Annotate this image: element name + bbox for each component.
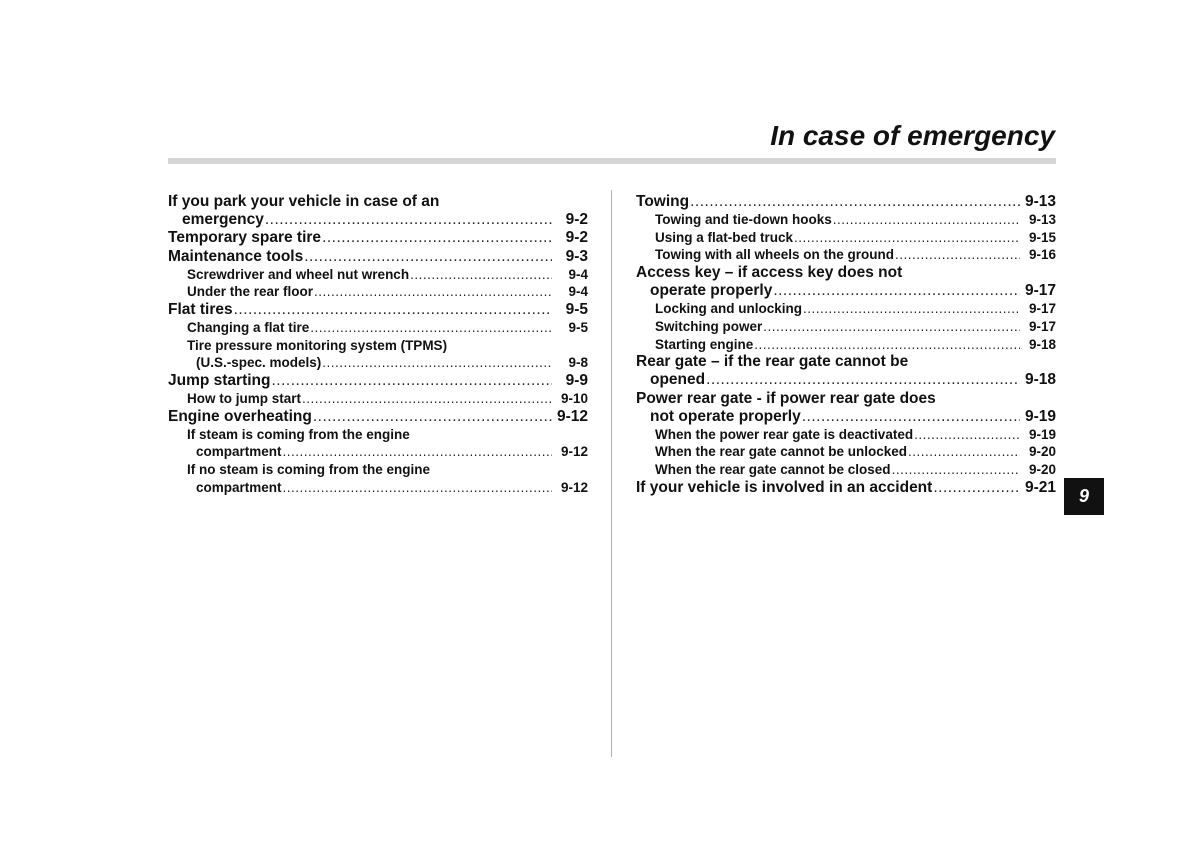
toc-entry-title: Switching power — [655, 318, 763, 334]
toc-entry[interactable] — [168, 337, 588, 372]
toc-entry[interactable] — [168, 461, 588, 496]
dot-leader — [283, 443, 552, 461]
toc-page-number: 9-15 — [1028, 229, 1056, 245]
toc-entry-title: Flat tires — [168, 300, 233, 318]
toc-entry[interactable] — [168, 408, 588, 426]
toc-entry-title: Changing a flat tire — [187, 320, 310, 336]
dot-leader — [313, 408, 552, 426]
dot-leader — [302, 390, 552, 408]
toc-entry-title: Locking and unlocking — [655, 301, 803, 317]
toc-entry[interactable] — [636, 461, 1056, 479]
toc-page-number: 9-18 — [1024, 371, 1056, 389]
toc-entry-title: Starting engine — [655, 336, 754, 352]
toc-entry[interactable] — [636, 390, 1056, 426]
toc-page-number: 9-20 — [1028, 462, 1056, 478]
toc-page-number: 9-18 — [1028, 336, 1056, 352]
toc-entry-title: Rear gate – if the rear gate cannot be — [636, 353, 909, 371]
column-divider — [611, 190, 612, 757]
toc-entry[interactable] — [636, 336, 1056, 354]
dot-leader — [322, 354, 552, 372]
toc-page-number: 9-17 — [1028, 301, 1056, 317]
dot-leader — [833, 211, 1020, 229]
toc-page-number: 9-2 — [565, 229, 588, 247]
dot-leader — [283, 479, 552, 497]
dot-leader — [914, 426, 1020, 444]
toc-entry[interactable] — [168, 426, 588, 461]
toc-entry-title: How to jump start — [187, 391, 301, 407]
toc-entry[interactable] — [168, 372, 588, 390]
toc-page-number: 9-12 — [556, 407, 588, 425]
dot-leader — [304, 248, 552, 266]
page-title: In case of emergency — [770, 120, 1055, 151]
toc-entry-title: When the rear gate cannot be unlocked — [655, 444, 908, 460]
toc-entry-title: Jump starting — [168, 371, 271, 389]
toc-entry-title: compartment — [196, 444, 282, 460]
toc-entry[interactable] — [168, 390, 588, 408]
toc-entry[interactable] — [636, 318, 1056, 336]
toc-entry[interactable] — [636, 229, 1056, 247]
title-rule — [168, 158, 1056, 164]
toc-entry[interactable] — [636, 479, 1056, 497]
toc-entry[interactable] — [636, 246, 1056, 264]
toc-page-number: 9-4 — [568, 266, 588, 282]
dot-leader — [802, 408, 1020, 426]
toc-entry-title: When the power rear gate is deactivated — [655, 426, 914, 442]
dot-leader — [706, 371, 1020, 389]
toc-entry-title: compartment — [196, 479, 282, 495]
toc-entry-title: Power rear gate - if power rear gate does — [636, 389, 936, 407]
toc-entry-title: If steam is coming from the engine — [187, 426, 410, 442]
toc-entry[interactable] — [636, 300, 1056, 318]
toc-page-number: 9-5 — [568, 320, 588, 336]
toc-page-number: 9-19 — [1028, 426, 1056, 442]
toc-page-number: 9-12 — [560, 479, 588, 495]
toc-page-number: 9-19 — [1024, 407, 1056, 425]
toc-entry-title: If no steam is coming from the engine — [187, 462, 431, 478]
dot-leader — [933, 479, 1020, 497]
toc-page-number: 9-16 — [1028, 247, 1056, 263]
dot-leader — [794, 229, 1020, 247]
chapter-tab[interactable]: 9 — [1064, 478, 1104, 515]
toc-entry-title: If your vehicle is involved in an accident — [636, 478, 933, 496]
toc-entry-title: If you park your vehicle in case of an — [168, 193, 440, 210]
toc-entry-title: emergency — [182, 211, 264, 229]
toc-page-number: 9-8 — [568, 355, 588, 371]
toc-page-number: 9-3 — [565, 247, 588, 265]
dot-leader — [410, 266, 552, 284]
toc-page-number: 9-17 — [1024, 282, 1056, 300]
toc-page-number: 9-10 — [560, 391, 588, 407]
toc-entry[interactable] — [636, 353, 1056, 389]
toc-entry-title: Towing — [636, 193, 690, 210]
dot-leader — [773, 282, 1020, 300]
toc-entry[interactable] — [636, 193, 1056, 211]
toc-entry-title: When the rear gate cannot be closed — [655, 462, 891, 478]
toc-entry-title: Screwdriver and wheel nut wrench — [187, 266, 410, 282]
toc-entry-title: not operate properly — [650, 407, 801, 425]
dot-leader — [234, 301, 552, 319]
toc-page-number: 9-17 — [1028, 318, 1056, 334]
toc-entry-title: (U.S.-spec. models) — [196, 355, 322, 371]
dot-leader — [908, 443, 1020, 461]
toc-page-number: 9-9 — [565, 371, 588, 389]
dot-leader — [271, 372, 552, 390]
toc-entry[interactable] — [168, 319, 588, 337]
dot-leader — [895, 246, 1020, 264]
dot-leader — [690, 193, 1020, 211]
dot-leader — [265, 211, 552, 229]
toc-entry-title: Tire pressure monitoring system (TPMS) — [187, 337, 448, 353]
toc-entry[interactable] — [168, 283, 588, 301]
toc-page-number: 9-21 — [1024, 478, 1056, 496]
toc-page-number: 9-5 — [565, 300, 588, 318]
toc-entry[interactable] — [168, 248, 588, 266]
toc-entry-title: Engine overheating — [168, 407, 312, 425]
dot-leader — [314, 283, 552, 301]
toc-entry[interactable] — [168, 229, 588, 247]
toc-entry-title: operate properly — [650, 282, 773, 300]
toc-entry-title: Temporary spare tire — [168, 229, 322, 247]
toc-entry[interactable] — [168, 301, 588, 319]
toc-entry-title: Maintenance tools — [168, 247, 304, 265]
toc-entry[interactable] — [168, 193, 588, 229]
dot-leader — [803, 300, 1020, 318]
dot-leader — [310, 319, 552, 337]
toc-column-right — [636, 193, 1056, 497]
toc-entry[interactable] — [636, 426, 1056, 444]
toc-page-number: 9-2 — [565, 211, 588, 229]
toc-entry-title: Towing and tie-down hooks — [655, 212, 832, 228]
toc-entry-title: Access key – if access key does not — [636, 263, 903, 281]
toc-page-number: 9-12 — [560, 444, 588, 460]
toc-page-number: 9-20 — [1028, 444, 1056, 460]
toc-entry[interactable] — [636, 211, 1056, 229]
dot-leader — [892, 461, 1020, 479]
dot-leader — [763, 318, 1020, 336]
toc-page-number: 9-13 — [1028, 212, 1056, 228]
toc-entry[interactable] — [636, 264, 1056, 300]
toc-entry-title: Under the rear floor — [187, 284, 314, 300]
toc-entry-title: Using a flat-bed truck — [655, 229, 794, 245]
toc-page-number: 9-4 — [568, 284, 588, 300]
toc-column-left — [168, 193, 588, 496]
toc-entry[interactable] — [168, 266, 588, 284]
toc-page-number: 9-13 — [1024, 193, 1056, 210]
toc-entry[interactable] — [636, 443, 1056, 461]
toc-entry-title: opened — [650, 371, 706, 389]
dot-leader — [754, 336, 1020, 354]
toc-entry-title: Towing with all wheels on the ground — [655, 247, 894, 263]
dot-leader — [322, 229, 552, 247]
